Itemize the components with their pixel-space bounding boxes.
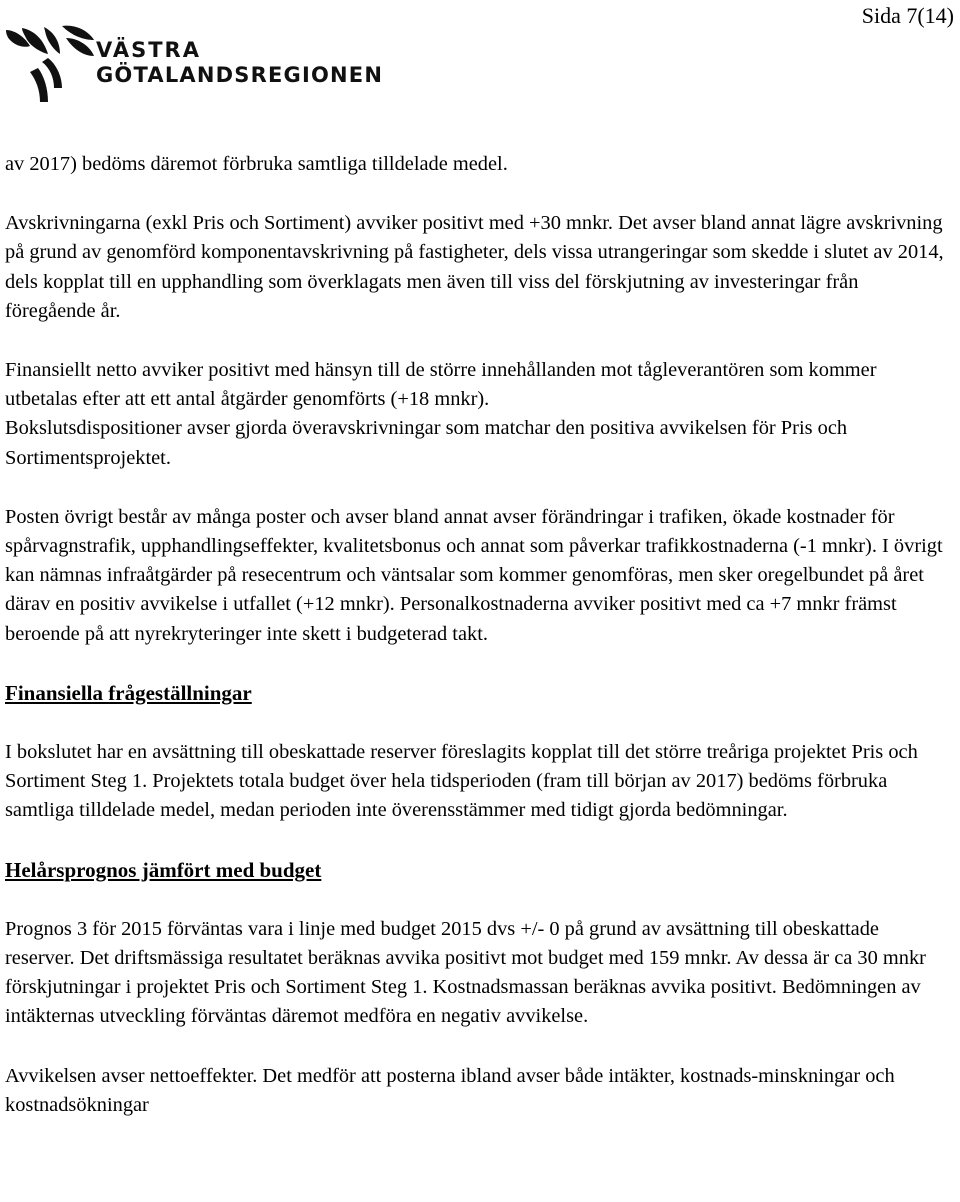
section-heading: Helårsprognos jämfört med budget: [5, 857, 322, 882]
vastra-gotalandsregionen-logo: [4, 24, 388, 108]
logo-line-2: GÖTALANDSREGIONEN: [96, 63, 384, 87]
paragraph: av 2017) bedöms däremot förbruka samtliga tilldelade medel.: [5, 153, 508, 175]
page-number: Sida 7(14): [861, 3, 954, 28]
paragraph: Avvikelsen avser nettoeffekter. Det medför att posterna ibland avser både intäkter, kostnads-minskningar och kostnadsökningar: [5, 1064, 895, 1116]
paragraph: Bokslutsdispositioner avser gjorda överavskrivningar som matchar den positiva avvikelsen för Pris och Sortimentsprojektet.: [5, 417, 848, 469]
section-heading: Finansiella frågeställningar: [5, 680, 252, 705]
paragraph: Avskrivningarna (exkl Pris och Sortiment) avviker positivt med +30 mnkr. Det avser bland annat lägre avskrivning på grund av genomförd komponentavskrivning på fastigheter, dels vissa utrangeringar som skedde i slutet av 2014, dels kopplat till en upphandling som överklagats men även till viss del förskjutning av investeringar från föregående år.: [5, 212, 944, 322]
region-emblem-icon: [4, 24, 96, 108]
document-body: [5, 150, 950, 1120]
paragraph: Finansiellt netto avviker positivt med hänsyn till de större innehållanden mot tågleverantören som kommer utbetalas efter att ett antal åtgärder genomförts (+18 mnkr).: [5, 359, 877, 411]
paragraph: I bokslutet har en avsättning till obeskattade reserver föreslagits kopplat till det större treåriga projektet Pris och Sortiment Steg 1. Projektets totala budget över hela tidsperioden (fram till början av 2017) bedöms förbruka samtliga tilldelade medel, medan perioden inte överensstämmer med tidigt gjorda bedömningar.: [5, 741, 918, 822]
paragraph: Prognos 3 för 2015 förväntas vara i linje med budget 2015 dvs +/- 0 på grund av avsättning till obeskattade reserver. Det driftsmässiga resultatet beräknas avvika positivt mot budget med 159 mnkr. Av dessa är ca 30 mnkr förskjutningar i projektet Pris och Sortiment Steg 1. Kostnadsmassan beräknas avvika positivt. Bedömningen av intäkternas utveckling förväntas däremot medföra en negativ avvikelse.: [5, 917, 926, 1028]
logo-line-1: VÄSTRA: [96, 38, 201, 62]
paragraph: Posten övrigt består av många poster och avser bland annat avser förändringar i trafiken, ökade kostnader för spårvagnstrafik, upphandlingseffekter, kvalitetsbonus och annat som påverkar trafikkostnaderna (-1 mnkr). I övrigt kan nämnas infraåtgärder på resecentrum och väntsalar som kommer genomföras, men sker oregelbundet på året därav en positiv avvikelse i utfallet (+12 mnkr). Personalkostnaderna avviker positivt med ca +7 mnkr främst beroende på att nyrekryteringer inte skett i budgeterad takt.: [5, 505, 943, 645]
